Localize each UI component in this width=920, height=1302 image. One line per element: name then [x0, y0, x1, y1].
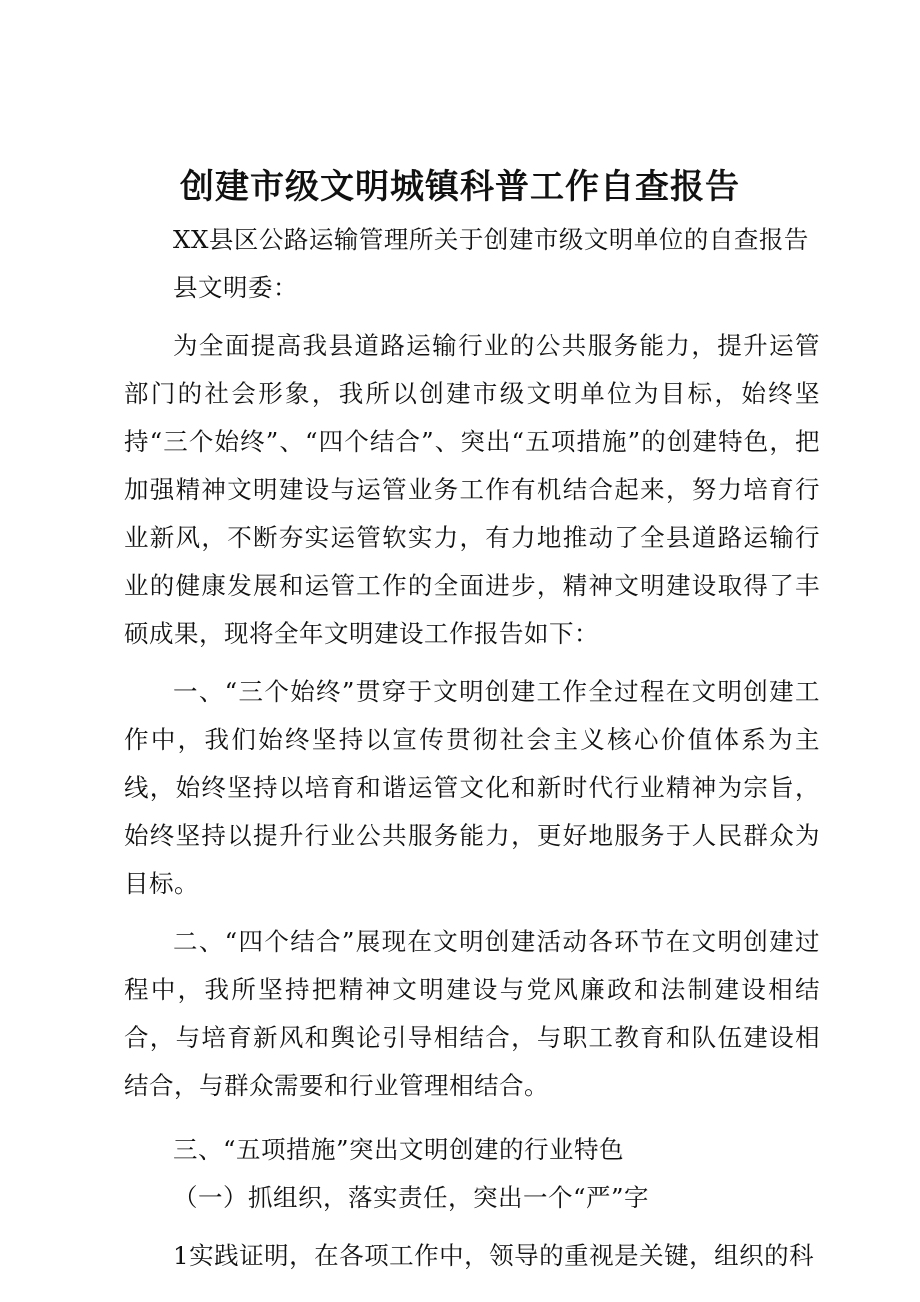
paragraph-item-1: 1实践证明，在各项工作中，领导的重视是关键，组织的科	[173, 1241, 815, 1270]
paragraph-section-1: 一、“三个始终”贯穿于文明创建工作全过程在文明创建工作中，我们始终坚持以宣传贯彻社会主义核心价值体系为主线，始终坚持以培育和谐运管文化和新时代行业精神为宗旨，始终坚持以提升行业公共服务能力，更好地服务于人民群众为目标。	[124, 677, 820, 898]
document-subtitle: XX县区公路运输管理所关于创建市级文明单位的自查报告	[173, 225, 809, 254]
document-body	[124, 216, 820, 1280]
heading-subsection-1: （一）抓组织，落实责任，突出一个“严”字	[173, 1183, 650, 1212]
document-title: 创建市级文明城镇科普工作自查报告	[180, 167, 740, 207]
heading-section-3: 三、“五项措施”突出文明创建的行业特色	[173, 1135, 625, 1164]
paragraph-intro: 为全面提高我县道路运输行业的公共服务能力，提升运管部门的社会形象，我所以创建市级文明单位为目标，始终坚持“三个始终”、“四个结合”、突出“五项措施”的创建特色，把加强精神文明建设与运管业务工作有机结合起来，努力培育行业新风，不断夯实运管软实力，有力地推动了全县道路运输行业的健康发展和运管工作的全面进步，精神文明建设取得了丰硕成果，现将全年文明建设工作报告如下：	[124, 331, 820, 648]
salutation: 县文明委：	[173, 273, 298, 302]
paragraph-section-2: 二、“四个结合”展现在文明创建活动各环节在文明创建过程中，我所坚持把精神文明建设与党风廉政和法制建设相结合，与培育新风和舆论引导相结合，与职工教育和队伍建设相结合，与群众需要和行业管理相结合。	[124, 927, 820, 1100]
